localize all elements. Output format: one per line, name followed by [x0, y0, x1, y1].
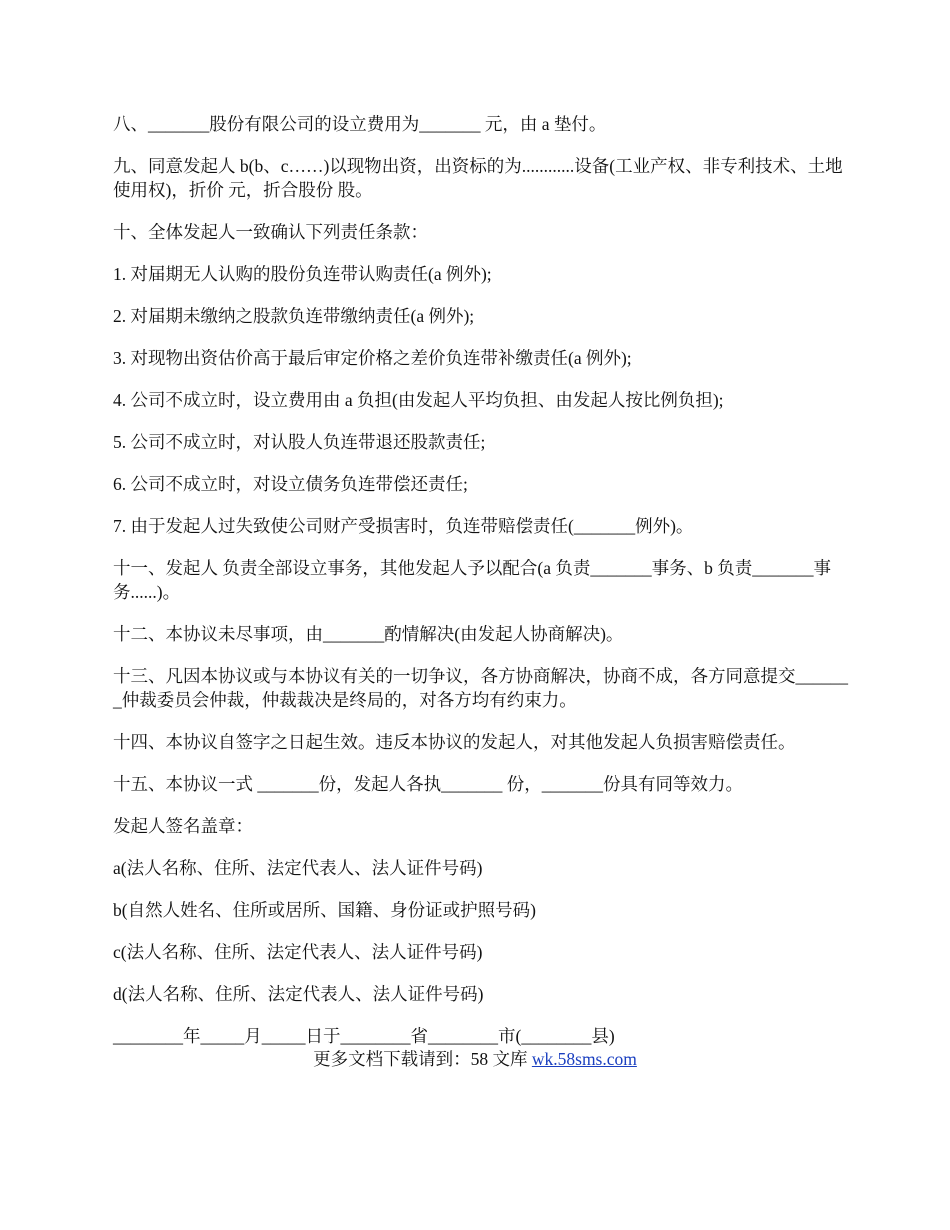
clause-7: 7. 由于发起人过失致使公司财产受损害时，负连带赔偿责任(_______例外)。 [113, 516, 694, 536]
clause-3: 3. 对现物出资估价高于最后审定价格之差价负连带补缴责任(a 例外); [113, 348, 632, 368]
footer-text: 更多文档下载请到：58 文库 [313, 1049, 532, 1069]
clause-2: 2. 对届期未缴纳之股款负连带缴纳责任(a 例外); [113, 306, 475, 326]
paragraph-12: 十二、本协议未尽事项，由_______酌情解决(由发起人协商解决)。 [113, 624, 624, 644]
paragraph-10: 十、全体发起人一致确认下列责任条款： [113, 222, 428, 242]
clause-1: 1. 对届期无人认购的股份负连带认购责任(a 例外); [113, 264, 492, 284]
date-place-line: ________年_____月_____日于________省________市(________县) [113, 1026, 615, 1046]
signature-heading: 发起人签名盖章： [113, 816, 253, 836]
clause-4: 4. 公司不成立时，设立费用由 a 负担(由发起人平均负担、由发起人按比例负担); [113, 390, 724, 410]
signatory-d: d(法人名称、住所、法定代表人、法人证件号码) [113, 984, 484, 1004]
paragraph-15: 十五、本协议一式 _______份，发起人各执_______ 份，_______份具有同等效力。 [113, 774, 743, 794]
footer-link[interactable]: wk.58sms.com [531, 1049, 637, 1069]
signatory-c: c(法人名称、住所、法定代表人、法人证件号码) [113, 942, 483, 962]
paragraph-14: 十四、本协议自签字之日起生效。违反本协议的发起人，对其他发起人负损害赔偿责任。 [113, 732, 796, 752]
paragraph-8: 八、_______股份有限公司的设立费用为_______ 元，由 a 垫付。 [113, 114, 607, 134]
footer [0, 1047, 950, 1071]
clause-6: 6. 公司不成立时，对设立债务负连带偿还责任; [113, 474, 468, 494]
paragraph-13: 十三、凡因本协议或与本协议有关的一切争议，各方协商解决，协商不成，各方同意提交_______仲裁委员会仲裁，仲裁裁决是终局的，对各方均有约束力。 [113, 666, 848, 710]
signatory-b: b(自然人姓名、住所或居所、国籍、身份证或护照号码) [113, 900, 536, 920]
clause-5: 5. 公司不成立时，对认股人负连带退还股款责任; [113, 432, 486, 452]
signatory-a: a(法人名称、住所、法定代表人、法人证件号码) [113, 858, 483, 878]
document-body [113, 112, 853, 1066]
paragraph-11: 十一、发起人 负责全部设立事务，其他发起人予以配合(a 负责_______事务、b 负责_______事务......)。 [113, 558, 831, 602]
paragraph-9: 九、同意发起人 b(b、c……)以现物出资，出资标的为............设备(工业产权、非专利技术、土地使用权)，折价 元，折合股份 股。 [113, 156, 843, 200]
